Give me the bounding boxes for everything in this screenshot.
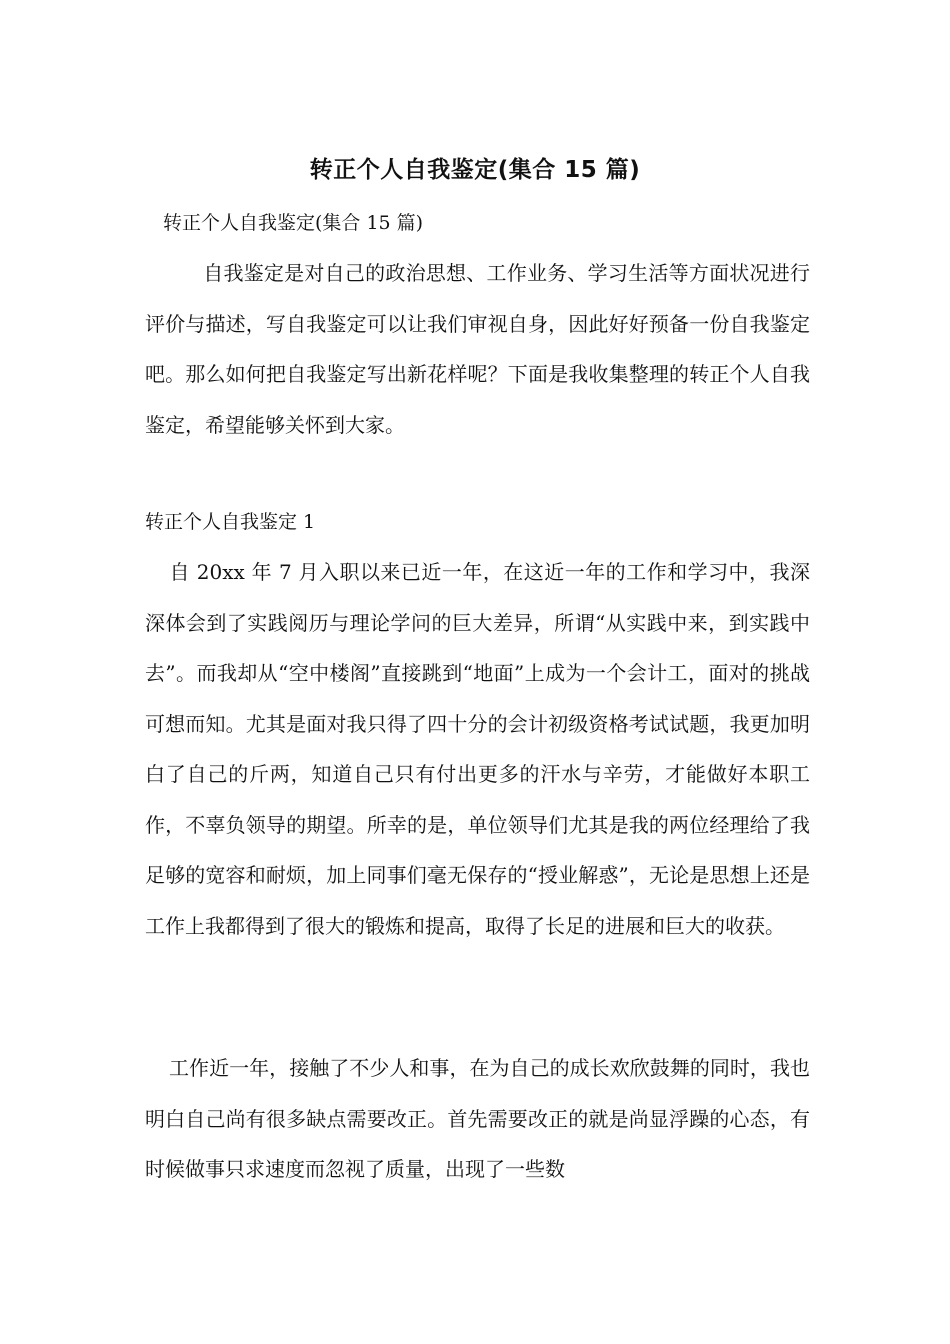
intro-text: 自我鉴定是对自己的政治思想、工作业务、学习生活等方面状况进行评价与描述，写自我鉴定可以让我们审视自身，因此好好预备一份自我鉴定吧。那么如何把自我鉴定写出新花样呢？下面是我收集整理的转正个人自我鉴定，希望能够关怀到大家。 (145, 261, 810, 437)
body-paragraph-2-text: 工作近一年，接触了不少人和事，在为自己的成长欢欣鼓舞的同时，我也明白自己尚有很多缺点需要改正。首先需要改正的就是尚显浮躁的心态，有时候做事只求速度而忽视了质量，出现了一些数 (145, 1056, 810, 1181)
body-paragraph-2 (145, 1043, 810, 1195)
document-subtitle: 转正个人自我鉴定(集合 15 篇) (163, 212, 424, 234)
body-paragraph-1-text: 自 20xx 年 7 月入职以来已近一年，在这近一年的工作和学习中，我深深体会到了实践阅历与理论学问的巨大差异，所谓“从实践中来，到实践中去”。而我却从“空中楼阁”直接跳到“地面”上成为一个会计工，面对的挑战可想而知。尤其是面对我只得了四十分的会计初级资格考试试题，我更加明白了自己的斤两，知道自己只有付出更多的汗水与辛劳，才能做好本职工作，不辜负领导的期望。所幸的是，单位领导们尤其是我的两位经理给了我足够的宽容和耐烦，加上同事们毫无保存的“授业解惑”，无论是思想上还是工作上我都得到了很大的锻炼和提高，取得了长足的进展和巨大的收获。 (145, 560, 810, 938)
intro-paragraph (145, 248, 810, 450)
document-title: 转正个人自我鉴定(集合 15 篇) (309, 157, 641, 183)
section-heading: 转正个人自我鉴定 1 (145, 511, 316, 533)
body-paragraph-1 (145, 547, 810, 951)
